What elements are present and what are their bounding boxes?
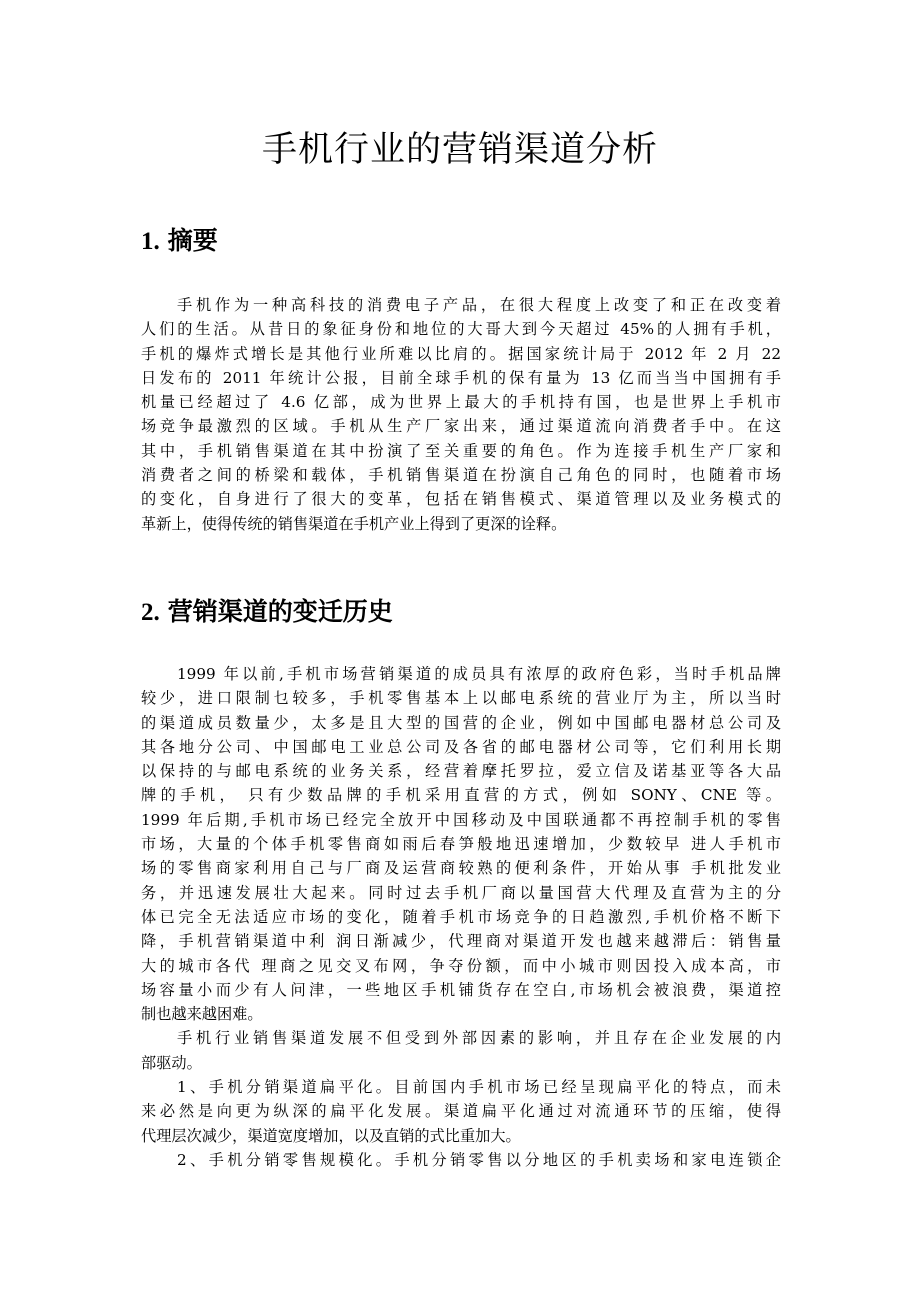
text-line: 务，并迅速发展壮大起来。同时过去手机厂商以量国营大代理及直营为主的分 [141, 883, 781, 902]
text-line: 部驱动。 [141, 1053, 202, 1072]
text-line: 以保持的与邮电系统的业务关系，经营着摩托罗拉，爱立信及诺基亚等各大品 [141, 762, 781, 781]
text-line: 消费者之间的桥梁和载体，手机销售渠道在扮演自己角色的同时，也随着市场 [141, 466, 781, 485]
text-line: 场竞争最激烈的区域。手机从生产厂家出来，通过渠道流向消费者手中。在这 [141, 417, 781, 436]
text-line: 手机的爆炸式增长是其他行业所难以比肩的。据国家统计局于 2012 年 2 月 22 [141, 344, 781, 363]
text-line: 牌的手机， 只有少数品牌的手机采用直营的方式，例如 SONY、CNE 等。 [141, 786, 781, 805]
text-line: 其各地分公司、中国邮电工业总公司及各省的邮电器材公司等，它们利用长期 [141, 737, 781, 756]
text-line: 其中，手机销售渠道在其中扮演了至关重要的角色。作为连接手机生产厂家和 [141, 441, 781, 460]
text-line: 大的城市各代 理商之见交叉布网，争夺份额，而中小城市则因投入成本高，市 [141, 956, 781, 975]
text-line: 1999 年以前,手机市场营销渠道的成员具有浓厚的政府色彩，当时手机品牌 [177, 665, 781, 683]
section-number: 1. [141, 228, 160, 255]
text-line: 降，手机营销渠道中利 润日渐减少，代理商对渠道开发也越来越滞后：销售量 [141, 932, 781, 951]
text-line: 手机行业销售渠道发展不但受到外部因素的影响，并且存在企业发展的内 [177, 1029, 781, 1048]
text-line: 体已完全无法适应市场的变化，随着手机市场竞争的日趋激烈,手机价格不断下 [141, 907, 781, 926]
text-line: 革新上，使得传统的销售渠道在手机产业上得到了更深的诠释。 [141, 514, 567, 533]
text-line: 日发布的 2011 年统计公报，目前全球手机的保有量为 13 亿而当当中国拥有手 [141, 368, 781, 387]
section-number: 2. [141, 599, 160, 626]
text-line: 市场，大量的个体手机零售商如雨后春笋般地迅速增加，少数较早 进人手机市 [141, 835, 781, 854]
section-heading-history [141, 594, 393, 631]
text-line: 人们的生活。从昔日的象征身份和地位的大哥大到今天超过 45%的人拥有手机， [141, 320, 781, 339]
section-heading-abstract [141, 223, 218, 260]
section-title: 营销渠道的变迁历史 [167, 597, 393, 626]
history-paragraph [141, 662, 781, 1172]
text-line: 1999 年后期,手机市场已经完全放开中国移动及中国联通都不再控制手机的零售 [141, 810, 781, 829]
text-line: 的变化，自身进行了很大的变革，包括在销售模式、渠道管理以及业务模式的 [141, 490, 781, 509]
abstract-paragraph [141, 293, 781, 536]
text-line: 较少，进口限制乜较多，手机零售基本上以邮电系统的营业厅为主，所以当时 [141, 689, 781, 708]
text-line: 场容量小而少有人问津，一些地区手机铺货存在空白,市场机会被浪费，渠道控 [141, 980, 781, 999]
text-line: 场的零售商家利用自己与厂商及运营商较熟的便利条件，开始从事 手机批发业 [141, 859, 781, 878]
text-line: 1、手机分销渠道扁平化。目前国内手机市场已经呈现扁平化的特点，而未 [177, 1078, 781, 1097]
text-line: 手机作为一种高科技的消费电子产品，在很大程度上改变了和正在改变着 [177, 296, 781, 314]
text-line: 来必然是向更为纵深的扁平化发展。渠道扁平化通过对流通环节的压缩，使得 [141, 1102, 781, 1121]
text-line: 2、手机分销零售规模化。手机分销零售以分地区的手机卖场和家电连锁企 [177, 1150, 781, 1169]
text-line: 制也越来越困难。 [141, 1005, 263, 1024]
document-title: 手机行业的营销渠道分析 [261, 130, 658, 170]
section-title: 摘要 [167, 226, 218, 255]
text-line: 机量已经超过了 4.6 亿部，成为世界上最大的手机持有国，也是世界上手机市 [141, 393, 781, 412]
text-line: 的渠道成员数量少，太多是且大型的国营的企业，例如中国邮电器材总公司及 [141, 713, 781, 732]
text-line: 代理层次减少，渠道宽度增加，以及直销的式比重加大。 [141, 1126, 521, 1145]
